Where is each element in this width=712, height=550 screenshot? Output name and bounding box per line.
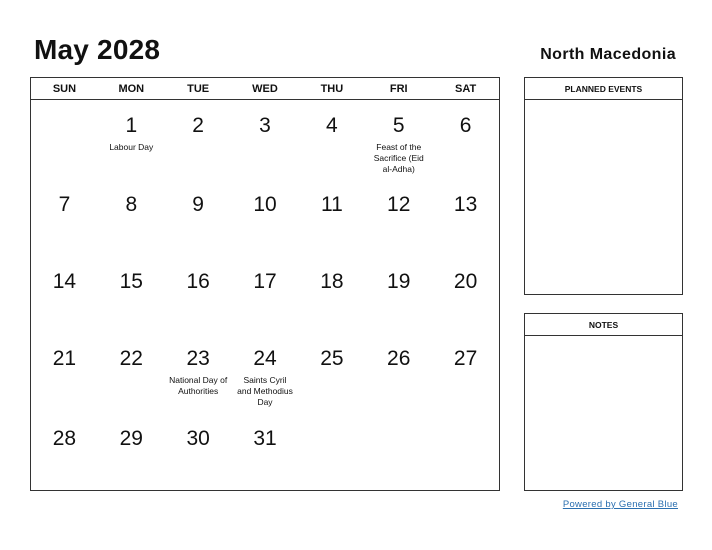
day-number: 20 — [453, 270, 478, 293]
day-cell — [165, 100, 232, 179]
day-cell — [232, 256, 299, 333]
day-cell — [432, 100, 499, 179]
weekday-label: TUE — [187, 83, 210, 95]
day-cell — [365, 413, 432, 491]
calendar-weeks — [31, 100, 499, 491]
planned-events-panel — [524, 77, 683, 295]
week-row — [31, 256, 499, 333]
week-row — [31, 413, 499, 491]
weekday-label: FRI — [389, 83, 408, 95]
day-number: 15 — [119, 270, 143, 293]
day-cell — [365, 100, 432, 179]
day-number: 18 — [320, 270, 344, 293]
day-number: 17 — [253, 270, 277, 293]
powered-by-link[interactable]: Powered by General Blue — [562, 499, 678, 510]
day-cell — [98, 413, 165, 491]
weekday-label: SAT — [454, 83, 477, 95]
day-cell — [98, 256, 165, 333]
day-number: 16 — [186, 270, 210, 293]
day-cell — [31, 256, 98, 333]
day-number: 23 — [186, 347, 210, 370]
day-cell — [298, 413, 365, 491]
day-cell — [165, 179, 232, 256]
day-number: 10 — [253, 193, 277, 216]
holiday-label: Labour Day — [109, 142, 154, 152]
weekday-label: SUN — [52, 83, 77, 95]
holiday-label: National Day of Authorities — [169, 375, 228, 396]
day-number: 24 — [253, 347, 277, 370]
day-cell — [232, 179, 299, 256]
day-cell — [232, 100, 299, 179]
day-cell — [365, 333, 432, 413]
day-cell — [31, 100, 98, 179]
day-cell — [165, 256, 232, 333]
day-number: 13 — [453, 193, 478, 216]
country-name: North Macedonia — [540, 46, 676, 63]
day-number: 29 — [119, 427, 143, 450]
day-cell — [298, 256, 365, 333]
day-cell — [365, 256, 432, 333]
day-number: 3 — [259, 114, 271, 137]
holiday-label: Saints Cyril and Methodius Day — [237, 375, 293, 407]
page-title: May 2028 — [34, 34, 161, 65]
day-number: 7 — [58, 193, 71, 216]
day-cell — [31, 179, 98, 256]
day-number: 30 — [186, 427, 210, 450]
day-cell — [298, 100, 365, 179]
day-cell — [432, 413, 499, 491]
day-cell — [165, 413, 232, 491]
week-row — [31, 179, 499, 256]
day-number: 1 — [125, 114, 138, 137]
day-number: 8 — [125, 193, 138, 216]
day-cell — [432, 256, 499, 333]
day-number: 2 — [192, 114, 204, 137]
holiday-label: Feast of the Sacrifice (Eid al-Adha) — [373, 142, 424, 174]
day-cell — [432, 333, 499, 413]
day-number: 21 — [52, 347, 77, 370]
day-number: 9 — [192, 193, 204, 216]
day-cell — [298, 333, 365, 413]
day-cell — [432, 179, 499, 256]
day-number: 31 — [253, 427, 277, 450]
week-row — [31, 333, 499, 413]
day-cell — [31, 333, 98, 413]
day-number: 22 — [119, 347, 143, 370]
weekday-header — [31, 78, 499, 100]
day-cell — [165, 333, 232, 413]
day-cell — [365, 179, 432, 256]
day-number: 25 — [320, 347, 344, 370]
day-number: 26 — [387, 347, 411, 370]
calendar-grid — [30, 77, 500, 491]
day-number: 14 — [52, 270, 77, 293]
day-number: 12 — [387, 193, 411, 216]
day-number: 19 — [387, 270, 411, 293]
day-cell — [98, 179, 165, 256]
day-cell — [232, 333, 299, 413]
day-cell — [298, 179, 365, 256]
planned-events-header: PLANNED EVENTS — [525, 78, 682, 100]
day-cell — [98, 100, 165, 179]
day-number: 4 — [326, 114, 338, 137]
day-cell — [232, 413, 299, 491]
day-cell — [98, 333, 165, 413]
day-number: 5 — [392, 114, 405, 137]
week-row — [31, 100, 499, 179]
weekday-label: WED — [252, 83, 278, 95]
notes-header: NOTES — [525, 314, 682, 336]
day-cell — [31, 413, 98, 491]
day-number: 27 — [453, 347, 478, 370]
notes-panel — [524, 313, 683, 491]
weekday-label: THU — [320, 83, 344, 95]
day-number: 11 — [320, 193, 343, 216]
day-number: 6 — [459, 114, 472, 137]
weekday-label: MON — [118, 83, 145, 95]
day-number: 28 — [52, 427, 77, 450]
